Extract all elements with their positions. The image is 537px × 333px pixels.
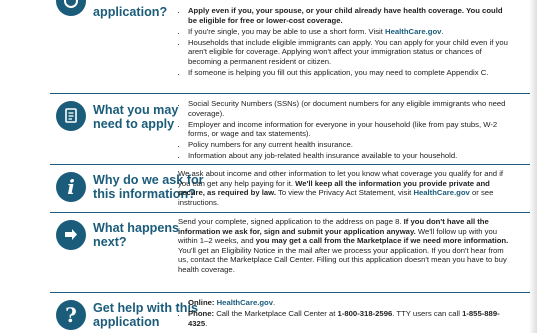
- list-item: [187, 27, 513, 37]
- bullet-bold-text: Apply even if you, your spouse, or your child already have health coverage. You could be eligible for free or lower-cost coverage.: [188, 6, 503, 25]
- paragraph-text: You'll get an Eligibility Notice in the mail after we process your application. If you don't hear from us, contact the Marketplace Call Center. Filling out this application doesn't mean you have to buy health coverage.: [178, 245, 507, 274]
- section-content-next: [178, 217, 513, 275]
- section-heading-next: [93, 221, 179, 249]
- bullet-text: If you're single, you may be able to use a short form. Visit: [188, 26, 386, 36]
- bullet-text: .: [273, 298, 276, 307]
- heading-line: Why do we ask for: [93, 173, 204, 187]
- list-item: • Social Security Numbers (SSNs) (or document numbers for any eligible immigrants who need coverage).: [187, 99, 513, 118]
- heading-line: What happens: [93, 221, 180, 235]
- list-item: [187, 68, 513, 78]
- bullet-text: If someone is helping you fill out this application, you may need to complete Appendix C.: [188, 68, 489, 78]
- section-heading-apply: [93, 5, 167, 19]
- bullet-text: .: [205, 318, 208, 328]
- list-item: [187, 38, 513, 67]
- heading-line: this information?: [93, 187, 196, 201]
- paragraph-text: We'll follow up with you within 1–2 weeks, and: [178, 226, 498, 246]
- paragraph-text: To view the Privacy Act Statement, visit: [276, 188, 414, 198]
- bullet-text: Call the Marketplace Call Center at: [214, 309, 338, 319]
- document-icon: [56, 101, 86, 131]
- bullet-text: Households that include eligible immigrants can apply. You can apply for your child even if you aren't eligible for coverage. Applying won't affect your immigration status or chances of becoming a permanent resident or citizen.: [188, 37, 508, 66]
- list-item: • Policy numbers for any current health insurance.: [187, 140, 513, 150]
- online-label: Online:: [188, 298, 217, 307]
- paragraph-text: We ask about income and other information to let you know what coverage you qualify for and if you can get any help paying for it.: [178, 169, 504, 188]
- heading-line: What you may: [93, 103, 179, 117]
- list-item: • Information about any job-related health insurance available to your household.: [187, 151, 513, 161]
- section-divider: [50, 164, 530, 165]
- healthcare-gov-link[interactable]: HealthCare.gov: [216, 298, 274, 307]
- section-content-need: [178, 99, 513, 163]
- section-heading-need: [93, 103, 178, 131]
- bullet-text: . TTY users can call: [392, 309, 463, 319]
- heading-line: Get help with this: [93, 301, 198, 315]
- healthcare-gov-link[interactable]: HealthCare.gov: [385, 26, 442, 36]
- page-edge-shadow: [529, 0, 537, 333]
- paragraph-bold-text: We'll keep all the information you provide private and secure, as required by law.: [178, 178, 490, 198]
- heading-line: need to apply: [93, 117, 175, 131]
- section-content-apply: [178, 6, 513, 79]
- help-glyph: ?: [65, 303, 77, 327]
- heading-line: application: [93, 315, 160, 329]
- checklist-icon: [56, 0, 86, 16]
- phone-number: 1-800-318-2596: [337, 309, 393, 319]
- list-item: [187, 6, 513, 25]
- list-item: [187, 309, 513, 328]
- section-divider: [50, 93, 530, 94]
- section-divider: [50, 212, 530, 213]
- section-content-why: [178, 169, 513, 207]
- list-item: [187, 298, 513, 308]
- paragraph-bold-text: If you don't have all the information we ask for, sign and submit your application anyway.: [178, 217, 489, 236]
- section-divider: [50, 292, 530, 293]
- bullet-text: .: [441, 26, 444, 36]
- next-arrow-icon: [56, 220, 86, 250]
- section-content-help: [178, 298, 513, 330]
- heading-text: application?: [93, 5, 168, 19]
- heading-line: next?: [93, 235, 127, 249]
- tty-number: 1-855-889-4325: [188, 309, 500, 328]
- info-glyph: i: [67, 175, 75, 199]
- paragraph-text: or see instructions.: [178, 188, 494, 207]
- paragraph-text: Send your complete, signed application to the address on page 8.: [178, 217, 404, 226]
- healthcare-gov-link[interactable]: HealthCare.gov: [413, 188, 470, 198]
- list-item: • Employer and income information for everyone in your household (like from pay stubs, W-2 forms, or wage and tax statements).: [187, 120, 513, 139]
- paragraph-bold-text: you may get a call from the Marketplace if we need more information.: [255, 236, 509, 246]
- info-icon: [56, 172, 86, 202]
- help-icon: [56, 300, 86, 330]
- phone-label: Phone:: [188, 309, 215, 319]
